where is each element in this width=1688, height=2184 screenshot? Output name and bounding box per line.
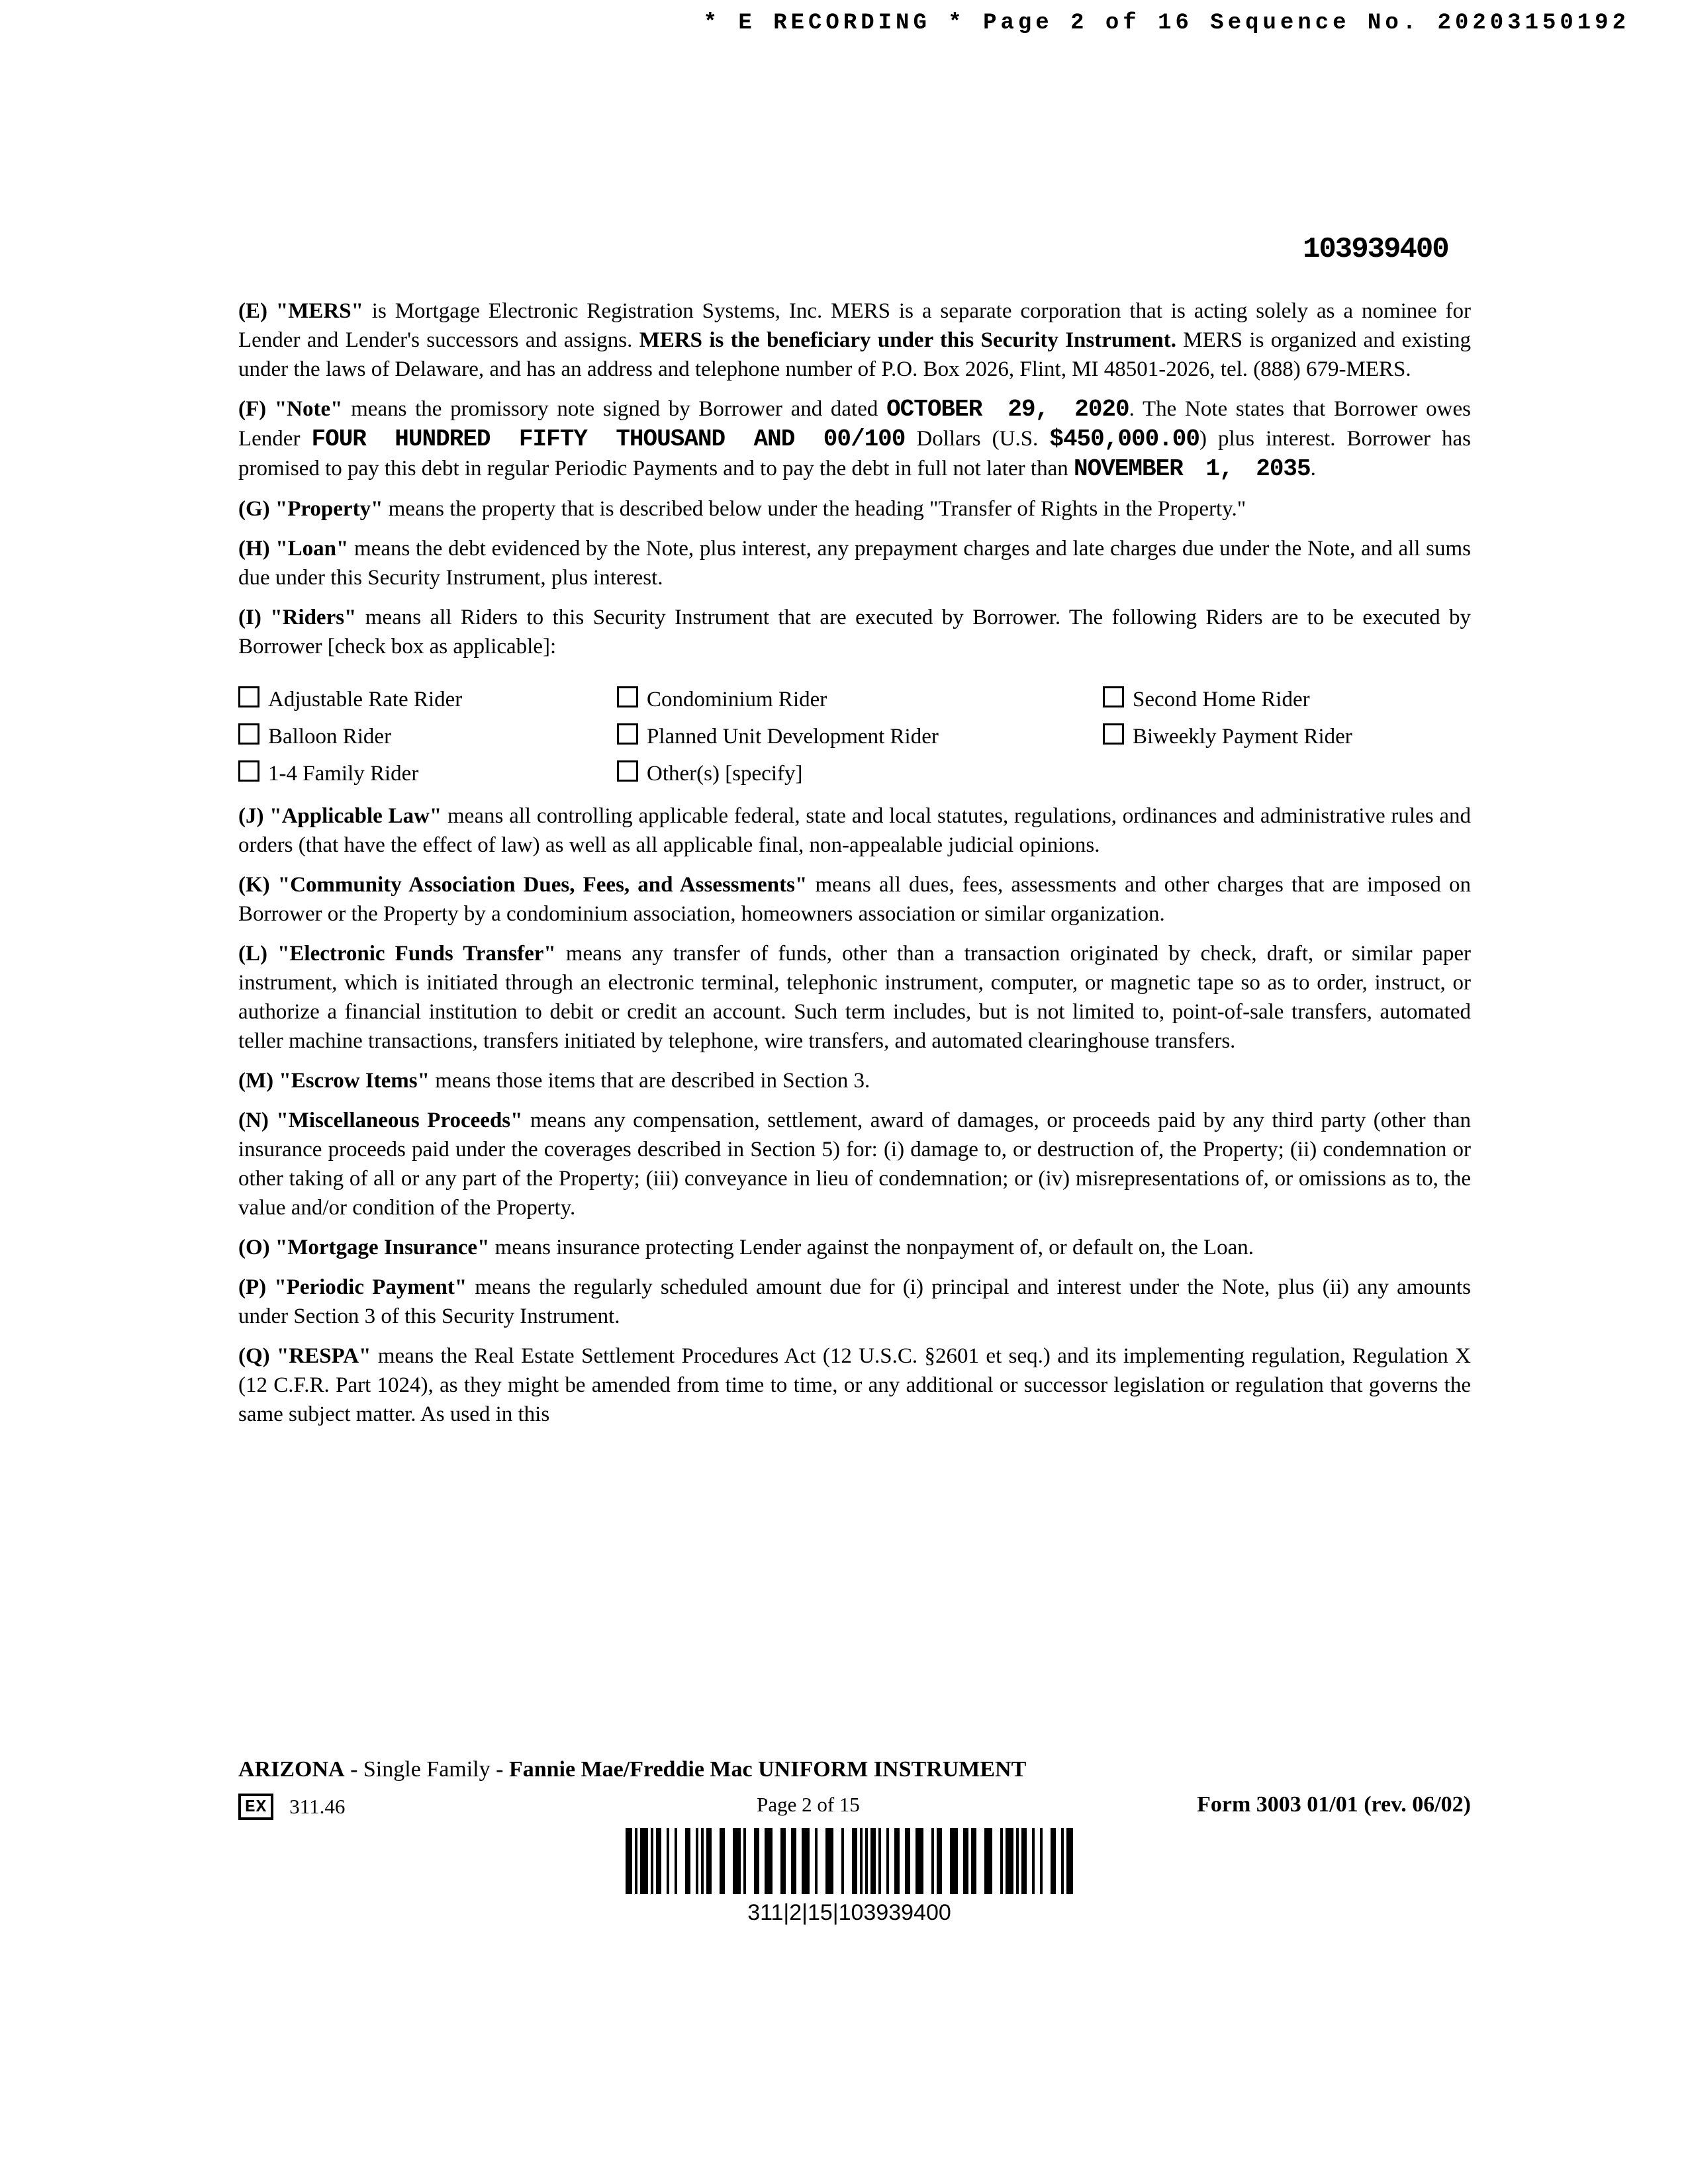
rider-option-planned-unit-development-rider bbox=[617, 722, 1103, 751]
definition-H-normal-segment: means the debt evidenced by the Note, plus interest, any prepayment charges and late charges due under the Note, and all sums due under this Security Instrument, plus interest. bbox=[238, 537, 1471, 590]
definition-Q-bold-segment: (Q) "RESPA" bbox=[238, 1344, 378, 1368]
definition-Q-normal-segment: means the Real Estate Settlement Procedures Act (12 U.S.C. §2601 et seq.) and its implementing regulation, Regulation X (12 C.F.R. Part 1024), as they might be amended from time to time, or any additional or successor legislation or regulation that governs the same subject matter. As used in this bbox=[238, 1344, 1472, 1426]
rider-label-second-home-rider: Second Home Rider bbox=[1133, 688, 1310, 711]
definition-E-bold-segment: MERS is the beneficiary under this Security Instrument. bbox=[639, 328, 1184, 352]
definition-F-normal-segment: ) plus interest. Borrower has promised to pay this debt in regular Periodic Payments and to pay the debt in full not later than bbox=[238, 427, 1471, 480]
definition-O bbox=[238, 1233, 1471, 1262]
definition-P bbox=[238, 1273, 1471, 1331]
barcode-caption: 311|2|15|103939400 bbox=[747, 1900, 951, 1925]
definition-E bbox=[238, 296, 1471, 384]
definition-F-normal-segment: . bbox=[1310, 457, 1316, 480]
definition-J-bold-segment: (J) "Applicable Law" bbox=[238, 804, 447, 828]
definition-H bbox=[238, 534, 1471, 592]
definition-M-bold-segment: (M) "Escrow Items" bbox=[238, 1069, 436, 1093]
definition-J-normal-segment: means all controlling applicable federal, state and local statutes, regulations, ordinances and administrative rules and orders (that have the effect of law) as well as all applicable final, non-appealable judicial opinions. bbox=[238, 804, 1471, 857]
rider-label-adjustable-rate-rider: Adjustable Rate Rider bbox=[268, 688, 463, 711]
rider-option-second-home-rider bbox=[1103, 685, 1471, 714]
form-vendor-logo: EX bbox=[238, 1794, 273, 1820]
rider-label-1-4-family-rider: 1-4 Family Rider bbox=[268, 762, 419, 786]
definition-F-mono-segment: NOVEMBER 1, 2035 bbox=[1073, 455, 1311, 482]
e-recording-header: * E RECORDING * Page 2 of 16 Sequence No. 20203150192 bbox=[703, 11, 1630, 36]
page-indicator: Page 2 of 15 bbox=[757, 1793, 860, 1816]
definition-F bbox=[238, 394, 1471, 484]
definition-H-bold-segment: (H) "Loan" bbox=[238, 537, 355, 561]
checkbox-adjustable-rate-rider[interactable] bbox=[238, 686, 259, 707]
form-code: 311.46 bbox=[289, 1795, 346, 1818]
rider-option-other-s-specify bbox=[617, 759, 1103, 788]
definition-O-bold-segment: (O) "Mortgage Insurance" bbox=[238, 1236, 495, 1259]
checkbox-balloon-rider[interactable] bbox=[238, 723, 259, 745]
instrument-uniform: Fannie Mae/Freddie Mac UNIFORM INSTRUMENT bbox=[508, 1757, 1027, 1782]
footer bbox=[238, 1755, 1471, 1820]
definition-I bbox=[238, 603, 1471, 661]
rider-option-1-4-family-rider bbox=[238, 759, 617, 788]
definition-P-bold-segment: (P) "Periodic Payment" bbox=[238, 1275, 475, 1299]
barcode-image bbox=[626, 1828, 1073, 1894]
rider-empty-cell bbox=[1103, 759, 1471, 788]
rider-label-biweekly-payment-rider: Biweekly Payment Rider bbox=[1133, 725, 1352, 749]
checkbox-condominium-rider[interactable] bbox=[617, 686, 638, 707]
definition-I-bold-segment: (I) "Riders" bbox=[238, 606, 365, 629]
definition-F-normal-segment: . The Note states that Borrower owes Lender bbox=[238, 397, 1472, 451]
checkbox-planned-unit-development-rider[interactable] bbox=[617, 723, 638, 745]
barcode-block bbox=[626, 1828, 1073, 1926]
definition-K-normal-segment: means all dues, fees, assessments and other charges that are imposed on Borrower or the Property by a condominium association, homeowners association or similar organization. bbox=[238, 873, 1471, 926]
definitions-before-riders bbox=[238, 296, 1471, 661]
definition-Q bbox=[238, 1342, 1471, 1429]
definition-J bbox=[238, 801, 1471, 860]
definition-M-normal-segment: means those items that are described in Section 3. bbox=[435, 1069, 870, 1093]
definition-L bbox=[238, 939, 1471, 1056]
rider-label-balloon-rider: Balloon Rider bbox=[268, 725, 392, 749]
rider-option-adjustable-rate-rider bbox=[238, 685, 617, 714]
definition-M bbox=[238, 1066, 1471, 1095]
definition-F-bold-segment: (F) "Note" bbox=[238, 397, 352, 421]
definition-G-bold-segment: (G) "Property" bbox=[238, 497, 389, 521]
definition-N-normal-segment: means any compensation, settlement, award of damages, or proceeds paid by any third party (other than insurance proceeds paid under the coverages described in Section 5) for: (i) damage to, or destruction of, the Property; (ii) condemnation or other taking of all or any part of the Property; (iii) conveyance in lieu of condemnation; or (iv) misrepresentations of, or omissions as to, the value and/or condition of the Property. bbox=[238, 1109, 1471, 1220]
rider-option-biweekly-payment-rider bbox=[1103, 722, 1471, 751]
form-number: Form 3003 01/01 (rev. 06/02) bbox=[1197, 1792, 1471, 1817]
definition-K-bold-segment: (K) "Community Association Dues, Fees, and Assessments" bbox=[238, 873, 816, 897]
instrument-family: - Single Family - bbox=[344, 1757, 509, 1782]
footer-meta-row bbox=[238, 1792, 1471, 1820]
rider-label-other-s-specify: Other(s) [specify] bbox=[647, 762, 803, 786]
definition-O-normal-segment: means insurance protecting Lender against the nonpayment of, or default on, the Loan. bbox=[494, 1236, 1254, 1259]
definition-N bbox=[238, 1106, 1471, 1222]
definition-G bbox=[238, 494, 1471, 523]
definition-L-normal-segment: means any transfer of funds, other than a transaction originated by check, draft, or similar paper instrument, which is initiated through an electronic terminal, telephonic instrument, computer, or magnetic tape so as to order, instruct, or authorize a financial institution to debit or credit an account. Such term includes, but is not limited to, point-of-sale transfers, automated teller machine transactions, transfers initiated by telephone, wire transfers, and automated clearinghouse transfers. bbox=[238, 942, 1471, 1053]
definitions-after-riders bbox=[238, 801, 1471, 1429]
checkbox-biweekly-payment-rider[interactable] bbox=[1103, 723, 1124, 745]
definition-E-bold-segment: (E) "MERS" bbox=[238, 299, 372, 323]
definition-N-bold-segment: (N) "Miscellaneous Proceeds" bbox=[238, 1109, 531, 1132]
definition-F-normal-segment: Dollars (U.S. bbox=[905, 427, 1050, 451]
instrument-title bbox=[238, 1755, 1471, 1784]
definition-L-bold-segment: (L) "Electronic Funds Transfer" bbox=[238, 942, 566, 966]
checkbox-second-home-rider[interactable] bbox=[1103, 686, 1124, 707]
definition-F-normal-segment: means the promissory note signed by Borrower and dated bbox=[351, 397, 887, 421]
definition-E-normal-segment: is Mortgage Electronic Registration Systems, Inc. MERS is a separate corporation that is acting solely as a nominee for Lender and Lender's successors and assigns. bbox=[238, 299, 1471, 352]
definition-P-normal-segment: means the regularly scheduled amount due for (i) principal and interest under the Note, plus (ii) any amounts under Section 3 of this Security Instrument. bbox=[238, 1275, 1472, 1328]
rider-option-condominium-rider bbox=[617, 685, 1103, 714]
rider-label-planned-unit-development-rider: Planned Unit Development Rider bbox=[647, 725, 939, 749]
definition-F-mono-segment: $450,000.00 bbox=[1049, 426, 1199, 453]
rider-label-condominium-rider: Condominium Rider bbox=[647, 688, 827, 711]
definition-F-mono-segment: FOUR HUNDRED FIFTY THOUSAND AND 00/100 bbox=[311, 426, 906, 453]
definition-E-normal-segment: MERS is organized and existing under the laws of Delaware, and has an address and telephone number of P.O. Box 2026, Flint, MI 48501-2026, tel. (888) 679-MERS. bbox=[238, 328, 1471, 381]
loan-number: 103939400 bbox=[1303, 233, 1448, 266]
riders-checkbox-grid bbox=[238, 685, 1471, 788]
rider-option-balloon-rider bbox=[238, 722, 617, 751]
definition-K bbox=[238, 870, 1471, 929]
definitions-section bbox=[238, 296, 1471, 1429]
barcode bbox=[626, 1828, 1073, 1897]
definition-I-normal-segment: means all Riders to this Security Instrument that are executed by Borrower. The following Riders are to be executed by Borrower [check box as applicable]: bbox=[238, 606, 1471, 659]
checkbox-other-s-specify[interactable] bbox=[617, 760, 638, 782]
definition-G-normal-segment: means the property that is described below under the heading "Transfer of Rights in the Property." bbox=[388, 497, 1246, 521]
definition-F-mono-segment: OCTOBER 29, 2020 bbox=[886, 396, 1129, 423]
instrument-state: ARIZONA bbox=[238, 1757, 345, 1782]
footer-left bbox=[238, 1794, 516, 1820]
checkbox-1-4-family-rider[interactable] bbox=[238, 760, 259, 782]
